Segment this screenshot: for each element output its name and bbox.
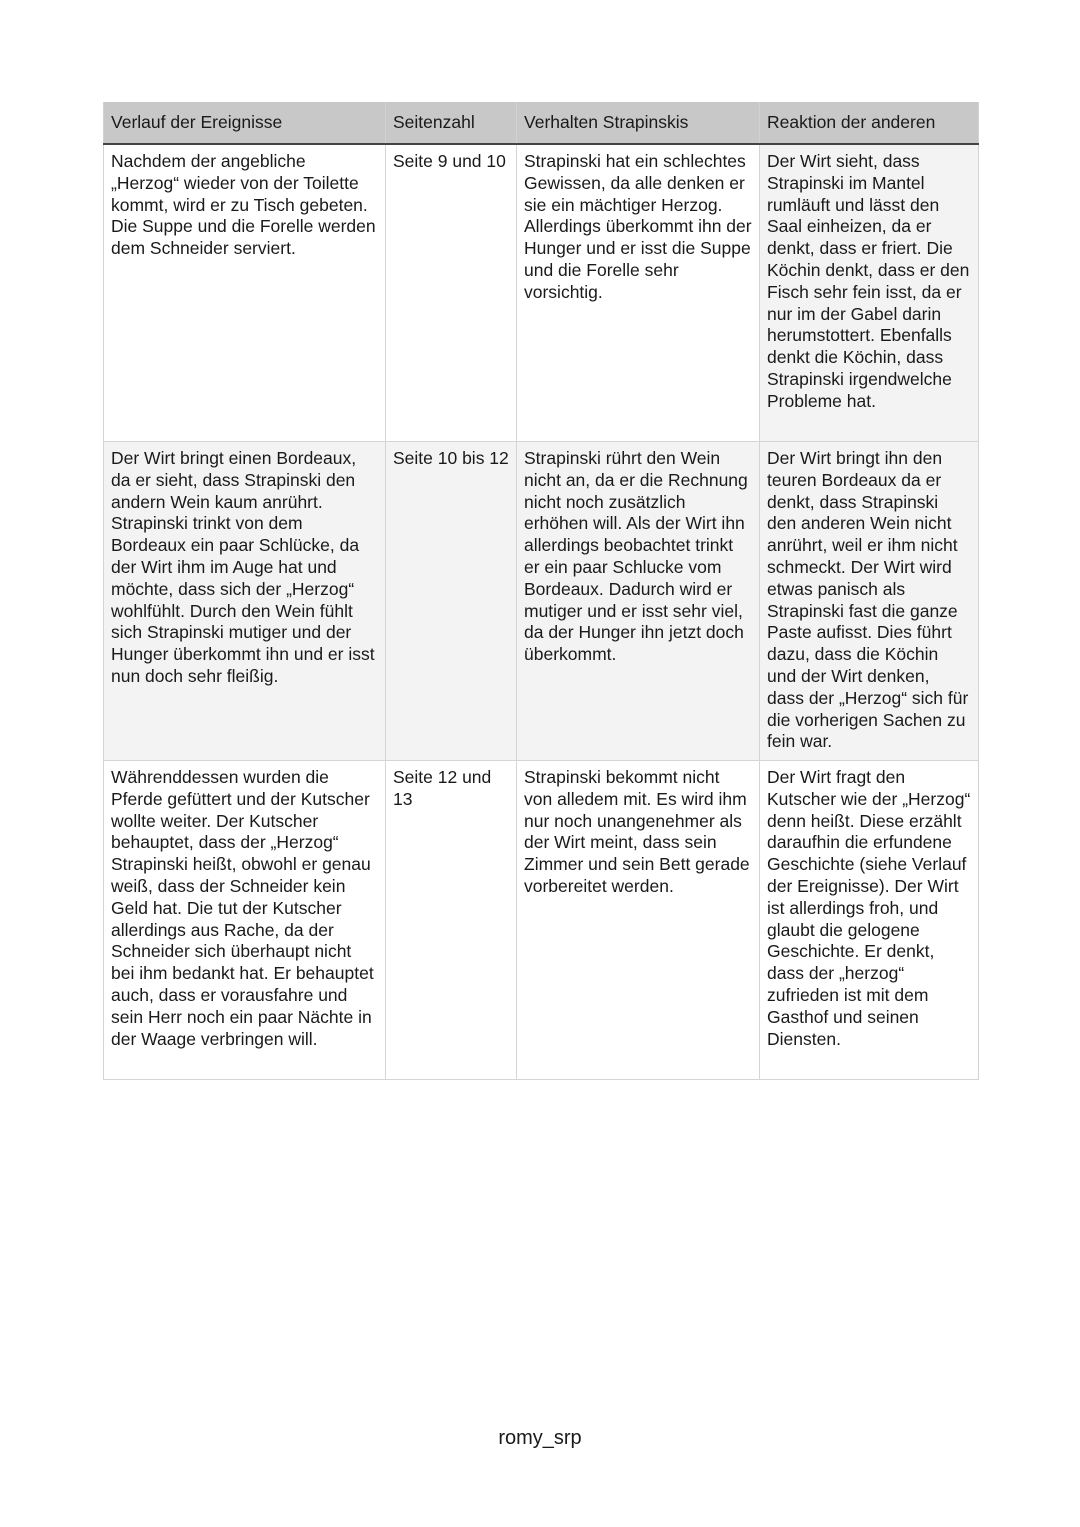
table-row: [104, 144, 979, 442]
cell-reaktion: Der Wirt bringt ihn den teuren Bordeaux da er denkt, dass Strapinski den anderen Wein nicht anrührt, weil er ihm nicht schmeckt. Der Wirt wird etwas panisch als Strapinski fast die ganze Paste aufisst. Dies führt dazu, dass die Köchin und der Wirt denken, dass der „Herzog“ sich für die vorherigen Sachen zu fein war.: [760, 442, 979, 761]
cell-verhalten: Strapinski hat ein schlechtes Gewissen, da alle denken er sie ein mächtiger Herzog. Allerdings überkommt ihn der Hunger und er isst die Suppe und die Forelle sehr vorsichtig.: [517, 144, 760, 442]
header-reaktion: Reaktion der anderen: [760, 103, 979, 145]
header-verhalten: Verhalten Strapinskis: [517, 103, 760, 145]
table-header-row: [104, 103, 979, 145]
cell-verlauf: Der Wirt bringt einen Bordeaux, da er sieht, dass Strapinski den andern Wein kaum anrührt. Strapinski trinkt von dem Bordeaux ein paar Schlücke, da der Wirt ihm im Auge hat und möchte, dass sich der „Herzog“ wohlfühlt. Durch den Wein fühlt sich Strapinski mutiger und der Hunger überkommt ihn und er isst nun doch sehr fleißig.: [104, 442, 386, 761]
cell-reaktion: Der Wirt sieht, dass Strapinski im Mantel rumläuft und lässt den Saal einheizen, da er denkt, dass er friert. Die Köchin denkt, dass er den Fisch sehr fein isst, da er nur im der Gabel darin herumstottert. Ebenfalls denkt die Köchin, dass Strapinski irgendwelche Probleme hat.: [760, 144, 979, 442]
document-page: [103, 102, 978, 1080]
header-seitenzahl: Seitenzahl: [386, 103, 517, 145]
cell-verhalten: Strapinski rührt den Wein nicht an, da er die Rechnung nicht noch zusätzlich erhöhen will. Als der Wirt ihn allerdings beobachtet trinkt er ein paar Schlucke vom Bordeaux. Dadurch wird er mutiger und er isst sehr viel, da der Hunger ihn jetzt doch überkommt.: [517, 442, 760, 761]
cell-verlauf: Nachdem der angebliche „Herzog“ wieder von der Toilette kommt, wird er zu Tisch gebeten. Die Suppe und die Forelle werden dem Schneider serviert.: [104, 144, 386, 442]
cell-reaktion: Der Wirt fragt den Kutscher wie der „Herzog“ denn heißt. Diese erzählt daraufhin die erfundene Geschichte (siehe Verlauf der Ereignisse). Der Wirt ist allerdings froh, und glaubt die gelogene Geschichte. Er denkt, dass der „herzog“ zufrieden ist mit dem Gasthof und seinen Diensten.: [760, 761, 979, 1080]
table-row: [104, 761, 979, 1080]
author-footer: romy_srp: [498, 1427, 582, 1449]
header-verlauf: Verlauf der Ereignisse: [104, 103, 386, 145]
cell-seitenzahl: Seite 12 und 13: [386, 761, 517, 1080]
cell-seitenzahl: Seite 9 und 10: [386, 144, 517, 442]
cell-seitenzahl: Seite 10 bis 12: [386, 442, 517, 761]
cell-verhalten: Strapinski bekommt nicht von alledem mit. Es wird ihm nur noch unangenehmer als der Wirt meint, dass sein Zimmer und sein Bett gerade vorbereitet werden.: [517, 761, 760, 1080]
table-row: [104, 442, 979, 761]
events-table: [103, 102, 979, 1080]
cell-verlauf: Währenddessen wurden die Pferde gefüttert und der Kutscher wollte weiter. Der Kutscher behauptet, dass der „Herzog“ Strapinski heißt, obwohl er genau weiß, dass der Schneider kein Geld hat. Die tut der Kutscher allerdings aus Rache, da der Schneider sich überhaupt nicht bei ihm bedankt hat. Er behauptet auch, dass er vorausfahre und sein Herr noch ein paar Nächte in der Waage verbringen will.: [104, 761, 386, 1080]
